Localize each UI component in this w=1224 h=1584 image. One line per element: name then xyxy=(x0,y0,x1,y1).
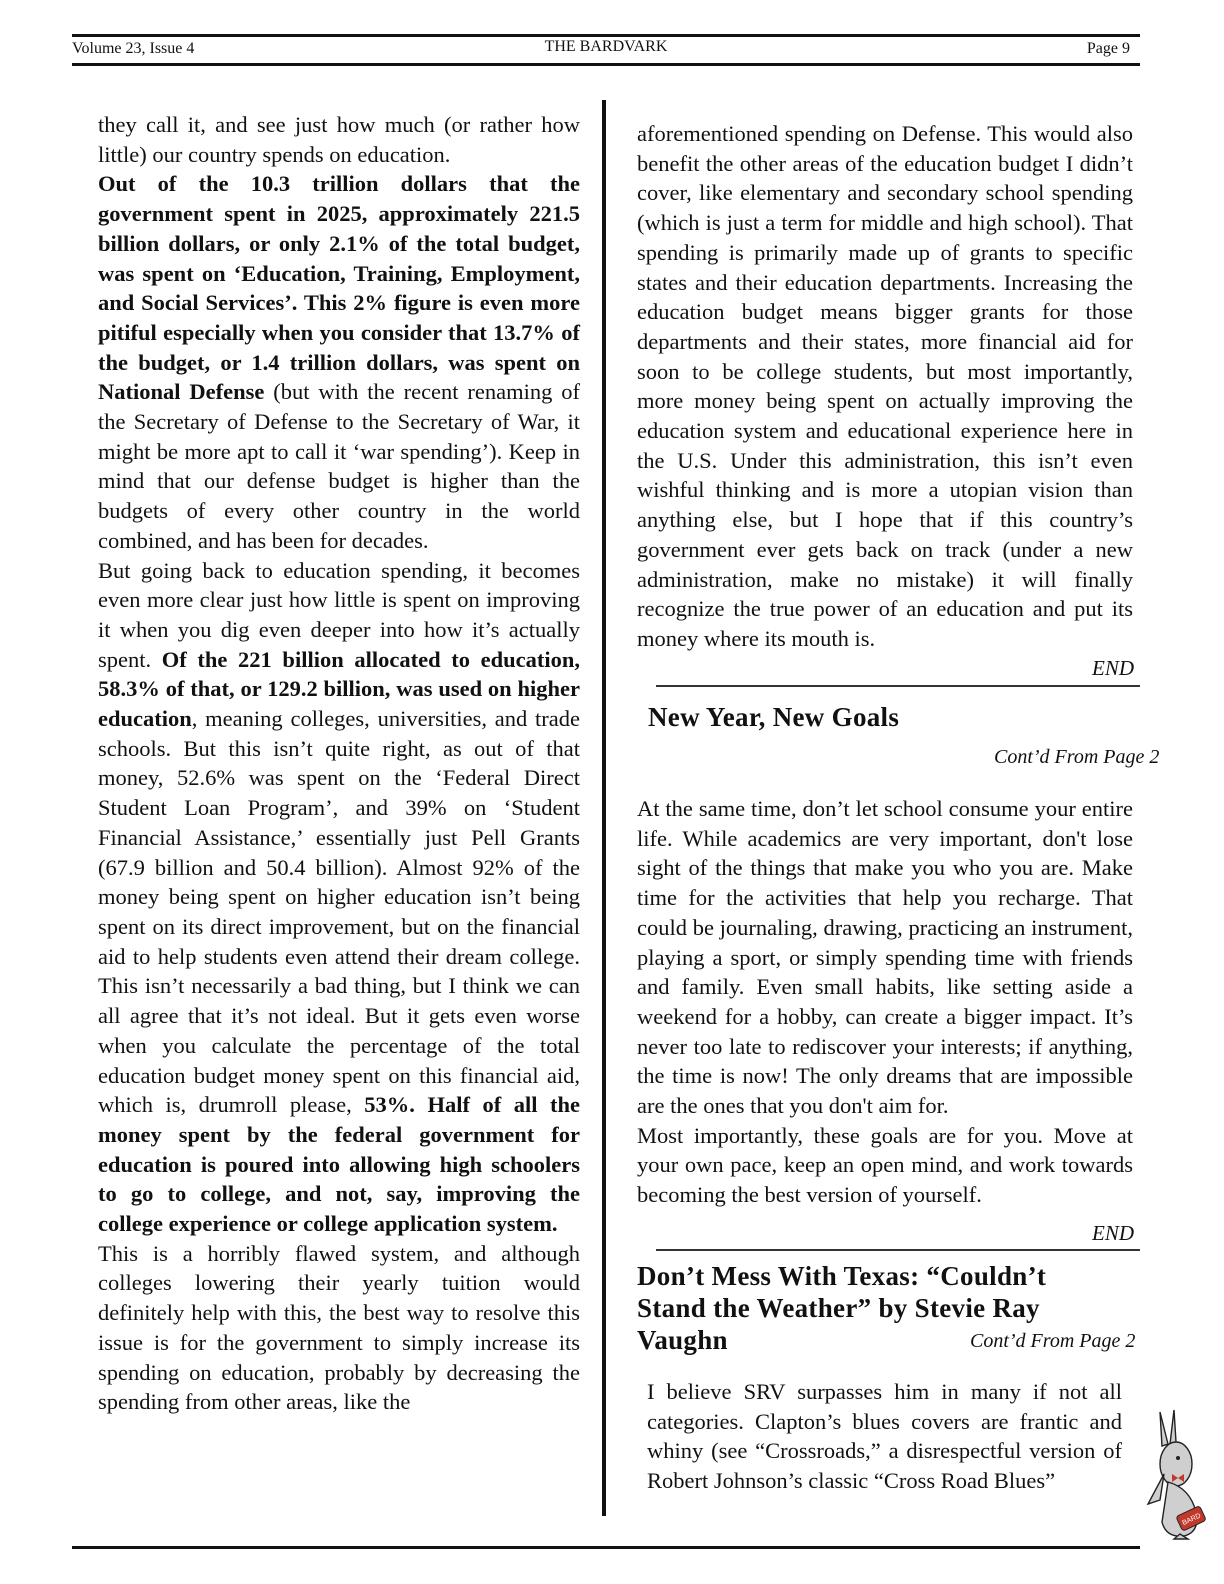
left-p4-text: This is a horribly flawed system, and although colleges lowering their yearly tuition would definitely help with this, the best way to resolve this issue is for the government to simply increase its spending on education, probably by decreasing the spending from other areas, like the xyxy=(98,1240,580,1415)
mascot-head xyxy=(1160,1442,1192,1486)
page-number: Page 9 xyxy=(1086,40,1130,57)
article2-paragraph-2: Most importantly, these goals are for you. Move at your own pace, keep an open mind, and work towards becoming the best version of yourself. xyxy=(637,1122,1133,1208)
left-p3-bold: Of the 221 billion allocated to education, 58.3% of that, or 129.2 billion, was used on higher education xyxy=(98,646,580,732)
article2-title: New Year, New Goals xyxy=(648,702,900,732)
volume-issue: Volume 23, Issue 4 xyxy=(72,40,195,57)
article2-body xyxy=(637,794,1133,1210)
article3-title: Don’t Mess With Texas: “Couldn’t Stand the Weather” by Stevie Ray Vaughn xyxy=(637,1261,1047,1355)
page-header xyxy=(72,34,1140,66)
right-article1-text: aforementioned spending on Defense. This would also benefit the other areas of the education budget I didn’t cover, like elementary and secondary school spending (which is just a term for middle and high school). That spending is primarily made up of grants to specific states and their education departments. Increasing the education budget means bigger grants for those departments and their states, more financial aid for soon to be college students, but most importantly, more money being spent on actually improving the education system and educational experience here in the U.S. Under this administration, this isn’t even wishful thinking and is more a utopian vision than anything else, but I hope that if this country’s government ever gets back on track (under a new administration, make no mistake) it will finally recognize the true power of an education and put its money where its mouth is. xyxy=(637,121,1133,651)
header-bottom-rule xyxy=(72,63,1140,66)
mascot-snout xyxy=(1148,1474,1164,1504)
mascot-ear-left xyxy=(1160,1412,1168,1446)
left-paragraph-2 xyxy=(98,169,580,555)
article1-separator xyxy=(656,685,1140,687)
left-p3-text-b: , meaning colleges, universities, and trade schools. But this isn’t quite right, as out of that money, 52.6% was spent on the ‘Federal Direct Student Loan Program’, and 39% on ‘Student Financial Assistance,’ essentially just Pell Grants (67.9 billion and 50.4 billion). Almost 92% of the money being spent on higher education isn’t being spent on its direct improvement, but on the financial aid to help students even attend their dream college. This isn’t necessarily a bad thing, but I think we can all agree that it’s not ideal. But it gets even worse when you calculate the percentage of the total education budget money spent on this financial aid, which is, drumroll please, xyxy=(98,706,580,1118)
article3-contd: Cont’d From Page 2 xyxy=(970,1330,1136,1352)
column-divider xyxy=(602,100,606,1516)
left-p3-text-a: But going back to education spending, it becomes even more clear just how little is spent on improving it when you dig even deeper into how it’s actually spent. xyxy=(98,557,580,672)
footer-rule xyxy=(72,1546,1140,1549)
article1-end-mark: END xyxy=(1092,656,1134,680)
left-paragraph-4 xyxy=(98,1239,580,1417)
article3-paragraph: I believe SRV surpasses him in many if not all categories. Clapton’s blues covers are frantic and whiny (see “Crossroads,” a disrespectful version of Robert Johnson’s classic “Cross Road Blues” xyxy=(647,1379,1122,1494)
left-p1-text: they call it, and see just how much (or rather how little) our country spends on education. xyxy=(98,112,580,167)
mascot-badge-text: BARD xyxy=(1181,1512,1203,1528)
article2-contd: Cont’d From Page 2 xyxy=(994,746,1160,768)
header-top-rule xyxy=(72,34,1140,37)
article2-paragraph-1: At the same time, don’t let school consume your entire life. While academics are very important, don't lose sight of the things that make you who you are. Make time for the activities that help you recharge. That could be journaling, drawing, practicing an instrument, playing a sport, or simply spending time with friends and family. Even small habits, like setting aside a weekend for a hobby, can create a bigger impact. It’s never too late to rediscover your interests; if anything, the time is now! The only dreams that are impossible are the ones that you don't aim for. xyxy=(637,796,1133,1119)
left-p3-bold-2: 53%. Half of all the money spent by the federal government for education is poured into allowing high schoolers to go to college, and not, say, improving the college experience or college application system. xyxy=(98,1092,580,1237)
aardvark-mascot-icon xyxy=(1140,1408,1216,1540)
left-p2-bold: Out of the 10.3 trillion dollars that the government spent in 2025, approximately 221.5 billion dollars, or only 2.1% of the total budget, was spent on ‘Education, Training, Employment, and Social Services’. This 2% figure is even more pitiful especially when you consider that 13.7% of the budget, or 1.4 trillion dollars, was spent on National Defense xyxy=(98,171,580,405)
mascot-ear-right xyxy=(1170,1410,1176,1444)
newspaper-title: THE BARDVARK xyxy=(544,38,668,55)
left-column-article xyxy=(98,110,580,1417)
article3-body xyxy=(647,1377,1122,1496)
left-paragraph-3 xyxy=(98,556,580,1239)
mascot-eye xyxy=(1176,1456,1180,1460)
article2-separator xyxy=(656,1249,1140,1251)
left-p2-text: (but with the recent renaming of the Secretary of Defense to the Secretary of War, it might be more apt to call it ‘war spending’). Keep in mind that our defense budget is higher than the budgets of every other country in the world combined, and has been for decades. xyxy=(98,379,580,553)
left-paragraph-1 xyxy=(98,110,580,169)
article2-end-mark: END xyxy=(1092,1221,1134,1245)
right-article-continuation xyxy=(637,119,1133,654)
